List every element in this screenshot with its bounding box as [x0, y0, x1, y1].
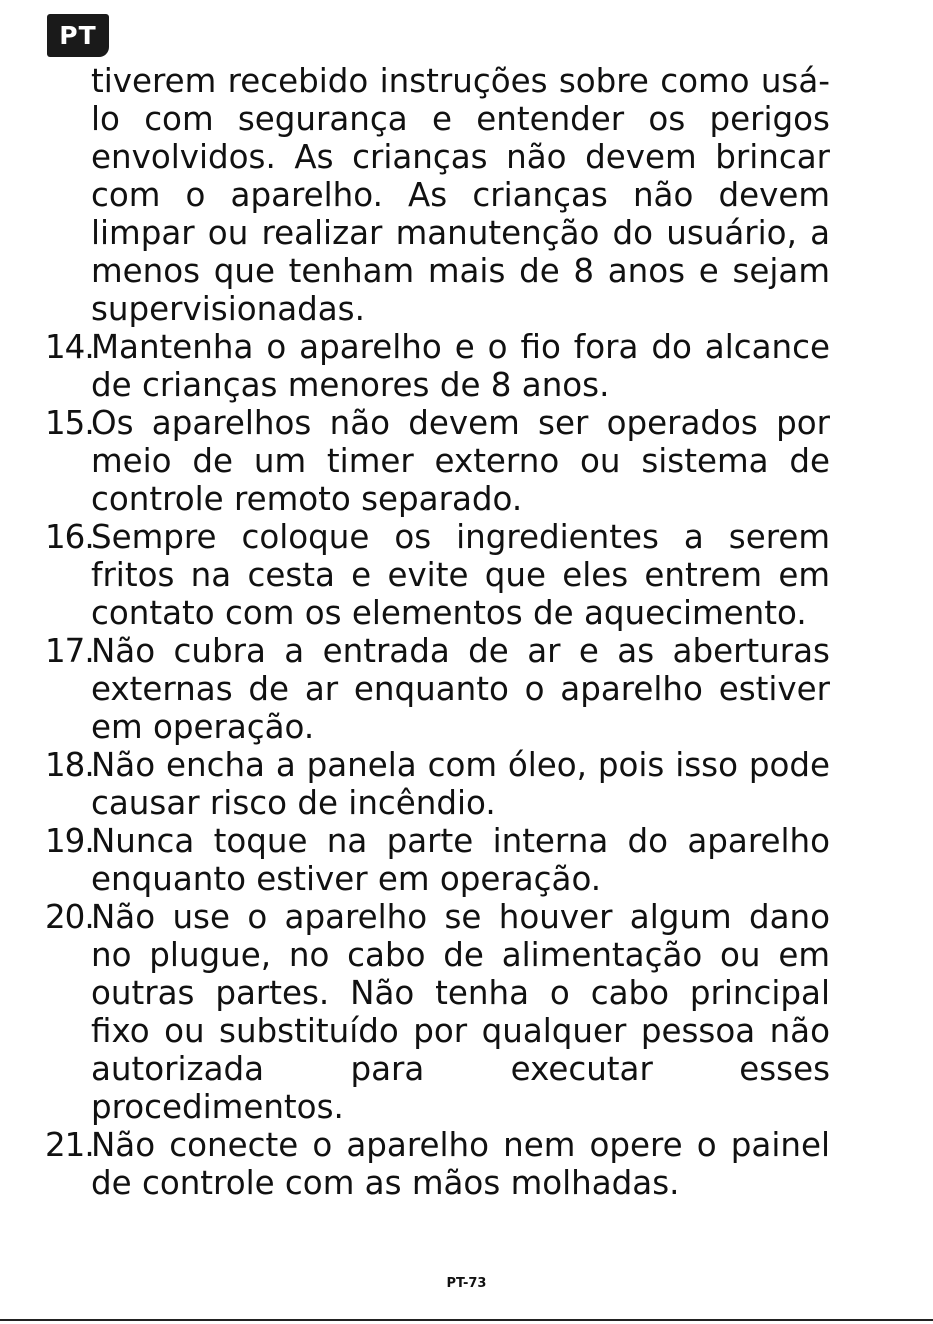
bottom-divider: [0, 1319, 933, 1321]
item-number: 17.: [45, 632, 94, 670]
item-text: Sempre coloque os ingredientes a serem fritos na cesta e evite que eles entrem em contato com os elementos de aquecimento.: [91, 518, 830, 632]
list-item: [45, 328, 830, 404]
item-text: Não cubra a entrada de ar e as aberturas externas de ar enquanto o aparelho estiver em operação.: [91, 632, 830, 746]
item-text: Os aparelhos não devem ser operados por meio de um timer externo ou sistema de controle remoto separado.: [91, 404, 830, 518]
item-number: 16.: [45, 518, 94, 556]
list-item: [45, 1126, 830, 1202]
item-number: 14.: [45, 328, 94, 366]
item-number: 18.: [45, 746, 94, 784]
page-number: PT-73: [446, 1276, 487, 1291]
instructions-content: [45, 62, 830, 1202]
item-text: Não conecte o aparelho nem opere o painel de controle com as mãos molhadas.: [91, 1126, 830, 1202]
item-text: Mantenha o aparelho e o fio fora do alcance de crianças menores de 8 anos.: [91, 328, 830, 404]
list-item: [45, 518, 830, 632]
list-item: [45, 632, 830, 746]
intro-paragraph: tiverem recebido instruções sobre como usá-lo com segurança e entender os perigos envolvidos. As crianças não devem brincar com o aparelho. As crianças não devem limpar ou realizar manutenção do usuário, a menos que tenham mais de 8 anos e sejam supervisionadas.: [91, 62, 830, 328]
item-text: Nunca toque na parte interna do aparelho enquanto estiver em operação.: [91, 822, 830, 898]
list-item: [45, 822, 830, 898]
item-number: 21.: [45, 1126, 94, 1164]
language-badge: PT: [47, 14, 109, 57]
item-text: Não encha a panela com óleo, pois isso pode causar risco de incêndio.: [91, 746, 830, 822]
list-item: [45, 404, 830, 518]
list-item: [45, 898, 830, 1126]
item-number: 15.: [45, 404, 94, 442]
list-item: [45, 746, 830, 822]
item-number: 19.: [45, 822, 94, 860]
item-text: Não use o aparelho se houver algum dano no plugue, no cabo de alimentação ou em outras partes. Não tenha o cabo principal fixo ou substituído por qualquer pessoa não autorizada para executar esses procedimentos.: [91, 898, 830, 1126]
item-number: 20.: [45, 898, 94, 936]
